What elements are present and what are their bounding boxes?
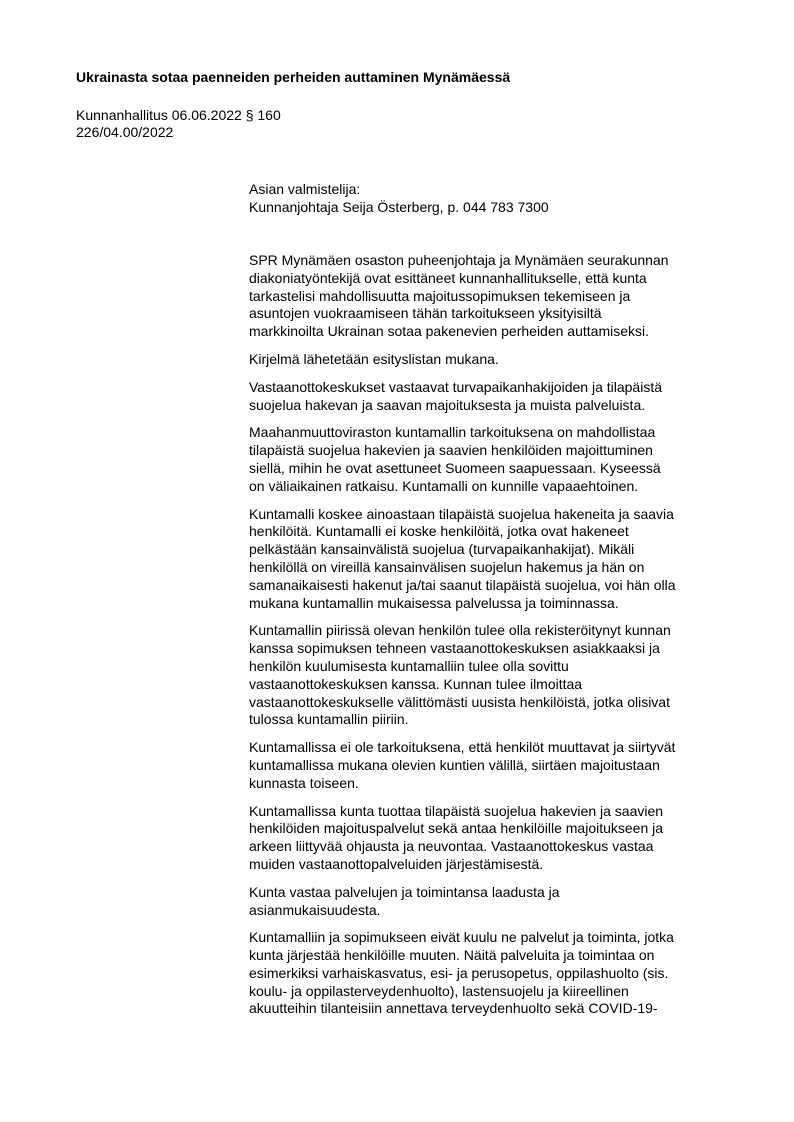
- paragraph: [249, 622, 739, 729]
- document-title: Ukrainasta sotaa paenneiden perheiden auttaminen Mynämäessä: [76, 69, 511, 85]
- text-line: kuntamallissa mukana olevien kuntien välillä, siirtäen majoitustaan: [249, 756, 660, 773]
- paragraph: [249, 252, 739, 341]
- document-body: [249, 252, 739, 1028]
- text-line: akuutteihin tilanteisiin annettava terveydenhuolto sekä COVID-19-: [249, 1000, 658, 1017]
- paragraph: [249, 739, 739, 792]
- text-line: henkilöiden majoituspalvelut sekä antaa henkilöille majoitukseen ja: [249, 820, 664, 837]
- text-line: Kunta vastaa palvelujen ja toimintansa laadusta ja: [249, 883, 560, 900]
- text-line: markkinoilta Ukrainan sotaa pakenevien perheiden auttamiseksi.: [249, 323, 649, 340]
- text-line: samanaikaisesti hakenut ja/tai saanut tilapäistä suojelua, voi hän olla: [249, 576, 676, 593]
- preparer-block: [249, 180, 549, 216]
- text-line: kanssa sopimuksen tehneen vastaanottokeskuksen asiakkaaksi ja: [249, 640, 660, 657]
- text-line: henkilöllä on vireillä kansainvälisen suojelun hakemus ja hän on: [249, 558, 645, 575]
- text-line: mukana kuntamallin mukaisessa palvelussa ja toiminnassa.: [249, 594, 619, 611]
- text-line: Kuntamallissa ei ole tarkoituksena, että henkilöt muuttavat ja siirtyvät: [249, 739, 676, 756]
- text-line: Kuntamalli koskee ainoastaan tilapäistä suojelua hakeneita ja saavia: [249, 505, 674, 522]
- text-line: henkilöitä. Kuntamalli ei koske henkilöitä, jotka ovat hakeneet: [249, 523, 629, 540]
- record-number: 226/04.00/2022: [76, 124, 174, 140]
- text-line: muiden vastaanottopalveluiden järjestämisestä.: [249, 855, 544, 872]
- text-line: suojelua hakevan ja saavan majoituksesta ja muista palveluista.: [249, 396, 646, 413]
- text-line: kunnasta toiseen.: [249, 774, 359, 791]
- text-line: vastaanottokeskuksen kanssa. Kunnan tulee ilmoittaa: [249, 675, 583, 692]
- text-line: koulu- ja oppilasterveydenhuolto), lastensuojelu ja kiireellinen: [249, 982, 629, 999]
- text-line: Kuntamallissa kunta tuottaa tilapäistä suojelua hakevien ja saavien: [249, 802, 664, 819]
- text-line: kunta järjestää henkilöille muuten. Näitä palveluita ja toimintaa on: [249, 947, 655, 964]
- paragraph: [249, 424, 739, 495]
- paragraph: [249, 506, 739, 613]
- text-line: Kuntamalliin ja sopimukseen eivät kuulu ne palvelut ja toiminta, jotka: [249, 929, 674, 946]
- text-line: arkeen liittyvää ohjausta ja neuvontaa. Vastaanottokeskus vastaa: [249, 838, 654, 855]
- text-line: henkilön kuulumisesta kuntamalliin tulee olla sovittu: [249, 657, 569, 674]
- text-line: Vastaanottokeskukset vastaavat turvapaikanhakijoiden ja tilapäistä: [249, 378, 662, 395]
- paragraph: [249, 803, 739, 874]
- text-line: tarkastelisi mahdollisuutta majoitussopimuksen tekemiseen ja: [249, 287, 631, 304]
- text-line: tulossa kuntamallin piiriin.: [249, 711, 409, 728]
- text-line: Kuntamallin piirissä olevan henkilön tulee olla rekisteröitynyt kunnan: [249, 622, 671, 639]
- text-line: tilapäistä suojelua hakevien ja saavien henkilöiden majoittuminen: [249, 442, 653, 459]
- text-line: diakoniatyöntekijä ovat esittäneet kunnanhallitukselle, että kunta: [249, 269, 647, 286]
- paragraph: [249, 379, 739, 415]
- text-line: siellä, mihin he ovat asettuneet Suomeen saapuessaan. Kyseessä: [249, 459, 661, 476]
- meeting-info: Kunnanhallitus 06.06.2022 § 160: [76, 107, 281, 123]
- text-line: on väliaikainen ratkaisu. Kuntamalli on kunnille vapaaehtoinen.: [249, 477, 639, 494]
- meeting-meta: [76, 107, 281, 141]
- preparer-label: Asian valmistelija:: [249, 181, 361, 197]
- text-line: Kirjelmä lähetetään esityslistan mukana.: [249, 350, 499, 367]
- text-line: esimerkiksi varhaiskasvatus, esi- ja perusopetus, oppilashuolto (sis.: [249, 964, 669, 981]
- text-line: pelkästään kansainvälistä suojelua (turvapaikanhakijat). Mikäli: [249, 541, 635, 558]
- paragraph: [249, 351, 739, 369]
- text-line: SPR Mynämäen osaston puheenjohtaja ja Mynämäen seurakunnan: [249, 252, 669, 268]
- paragraph: [249, 884, 739, 920]
- text-line: asianmukaisuudesta.: [249, 901, 381, 918]
- paragraph: [249, 929, 739, 1018]
- preparer-value: Kunnanjohtaja Seija Österberg, p. 044 783 7300: [249, 199, 549, 215]
- text-line: asuntojen vuokraamiseen tähän tarkoitukseen yksityisiltä: [249, 305, 602, 322]
- text-line: vastaanottokeskukselle välittömästi uusista henkilöistä, jotka olisivat: [249, 693, 670, 710]
- text-line: Maahanmuuttoviraston kuntamallin tarkoituksena on mahdollistaa: [249, 424, 656, 441]
